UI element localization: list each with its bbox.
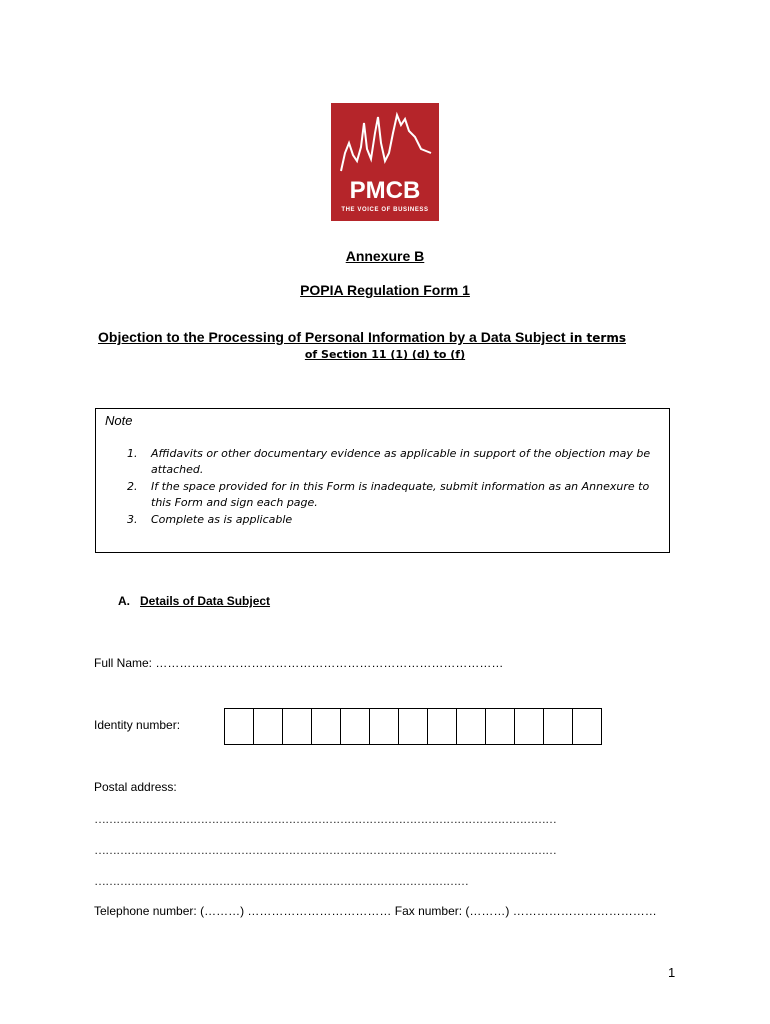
logo-text: PMCB [349, 177, 421, 204]
postal-address-label: Postal address: [94, 780, 177, 794]
note-item-text: Affidavits or other documentary evidence as applicable in support of the objection may be attached. [151, 447, 651, 476]
identity-digit-box[interactable] [486, 708, 515, 745]
identity-digit-box[interactable] [573, 708, 602, 745]
note-title: Note [105, 413, 133, 428]
telephone-fax-line[interactable]: Telephone number: (………) ……………………………… Fax number: (………) ……………………………… [94, 904, 657, 918]
identity-digit-box[interactable] [544, 708, 573, 745]
identity-digit-box[interactable] [312, 708, 341, 745]
section-a-letter: A. [118, 594, 130, 608]
form-title: POPIA Regulation Form 1 [300, 282, 470, 298]
note-item-number: 3. [127, 513, 138, 526]
postal-address-line[interactable]: ………………………………………………………………………………………… [94, 874, 468, 888]
section-a-title: Details of Data Subject [140, 594, 271, 608]
objection-heading-line2: of Section 11 (1) (d) to (f) [304, 348, 466, 361]
logo-tagline: THE VOICE OF BUSINESS [341, 207, 429, 213]
identity-digit-box[interactable] [225, 708, 254, 745]
identity-number-grid[interactable] [224, 708, 602, 745]
full-name-field[interactable]: Full Name: …………………………………………………………………………… [94, 656, 504, 670]
section-a-heading [118, 594, 270, 608]
identity-digit-box[interactable] [428, 708, 457, 745]
annexure-heading: Annexure B [345, 248, 425, 264]
identity-digit-box[interactable] [254, 708, 283, 745]
skyline-graphic [331, 103, 439, 221]
objection-heading [98, 329, 626, 345]
identity-digit-box[interactable] [399, 708, 428, 745]
note-item-number: 1. [127, 447, 138, 460]
note-item-text: If the space provided for in this Form is inadequate, submit information as an Annexure to this Form and sign each page. [151, 480, 650, 509]
page-number: 1 [668, 965, 676, 980]
note-item-text: Complete as is applicable [151, 513, 293, 526]
identity-digit-box[interactable] [370, 708, 399, 745]
objection-heading-main: Objection to the Processing of Personal Information by a Data Subject [98, 329, 566, 345]
postal-address-line[interactable]: ……………………………………………………………………………………………………………… [94, 812, 556, 826]
note-item-number: 2. [127, 480, 138, 493]
identity-number-label: Identity number: [94, 718, 181, 732]
pmcb-logo [331, 103, 439, 221]
identity-digit-box[interactable] [341, 708, 370, 745]
identity-digit-box[interactable] [283, 708, 312, 745]
objection-heading-tail: in terms [565, 331, 626, 345]
identity-digit-box[interactable] [457, 708, 486, 745]
identity-digit-box[interactable] [515, 708, 544, 745]
note-box [95, 408, 670, 553]
postal-address-line[interactable]: ……………………………………………………………………………………………………………… [94, 843, 556, 857]
